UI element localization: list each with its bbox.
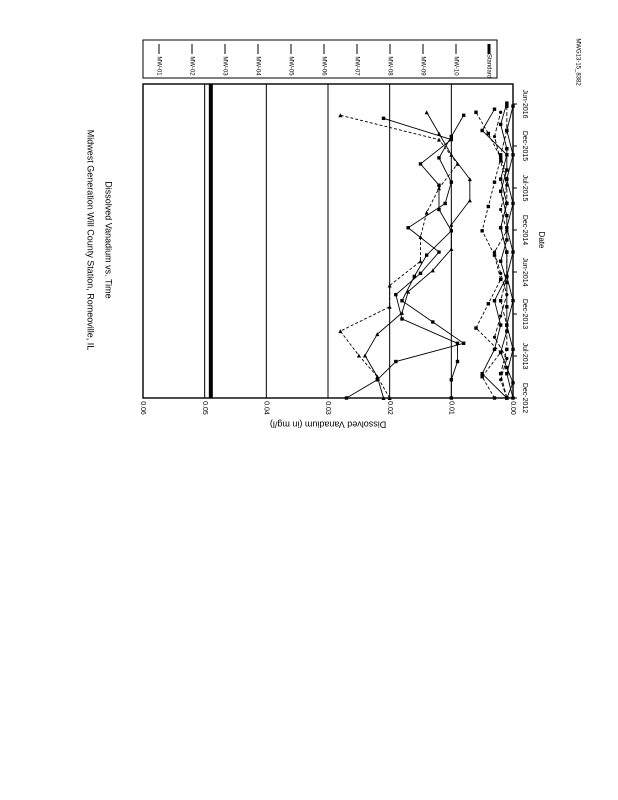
data-point: [363, 353, 367, 357]
data-point: [400, 299, 403, 302]
data-point: [511, 104, 514, 107]
data-point: [480, 129, 483, 132]
data-point: [406, 226, 409, 229]
data-point: [462, 114, 465, 117]
y-tick-label: 0.01: [447, 401, 455, 415]
document-id: [548, 40, 608, 100]
y-tick-label: 0.00: [509, 401, 517, 415]
data-point: [394, 360, 397, 363]
data-point: [450, 135, 453, 138]
x-axis-label: Date: [536, 231, 546, 249]
y-tick-label: 0.03: [324, 401, 332, 415]
y-tick-label: 0.06: [139, 401, 147, 415]
data-point: [437, 250, 440, 253]
data-point: [493, 180, 496, 183]
data-point: [419, 162, 422, 165]
data-point: [499, 208, 502, 211]
data-point: [480, 229, 483, 232]
data-point: [505, 293, 508, 296]
data-point: [499, 177, 502, 180]
data-point: [511, 381, 514, 384]
data-point: [499, 260, 502, 263]
data-point: [511, 250, 514, 253]
data-point: [505, 238, 508, 241]
data-point: [499, 111, 502, 114]
y-tick-label: 0.02: [385, 401, 393, 415]
data-point: [505, 202, 508, 205]
data-point: [437, 132, 441, 136]
document-id-text: MWG13-15_8382: [574, 38, 581, 86]
data-point: [487, 302, 490, 305]
data-point: [499, 323, 502, 326]
data-point: [462, 342, 465, 345]
data-point: [431, 320, 434, 323]
chart-subtitle: Dissolved Vanadium vs. Time: [103, 181, 114, 299]
data-point: [499, 190, 502, 193]
y-axis-label: Dissolved Vanadium (in mg/l): [269, 419, 387, 430]
data-point: [505, 168, 508, 171]
data-point: [499, 159, 502, 162]
data-point: [499, 272, 502, 275]
data-point: [480, 375, 483, 378]
data-point: [468, 198, 472, 202]
data-point: [505, 323, 508, 326]
data-point: [505, 250, 508, 253]
data-point: [388, 305, 392, 309]
data-point: [499, 378, 502, 381]
legend-entry-label: MW-01: [155, 56, 162, 76]
data-point: [511, 348, 514, 351]
data-point: [493, 250, 496, 253]
data-point: [505, 147, 508, 150]
data-point: [511, 396, 514, 399]
data-point: [419, 272, 422, 275]
data-point: [511, 153, 514, 156]
data-point: [493, 108, 496, 111]
data-point: [505, 275, 508, 278]
data-point: [450, 180, 453, 183]
data-point: [357, 353, 361, 357]
x-tick-label: Dec-2013: [521, 298, 529, 330]
x-tick-label: Jul-2013: [521, 342, 529, 370]
data-point: [474, 326, 477, 329]
legend-entry-label: MW-07: [353, 56, 360, 76]
data-point: [505, 372, 508, 375]
data-point: [505, 184, 508, 187]
series-line: [476, 112, 501, 398]
data-point: [437, 156, 440, 159]
data-point: [474, 111, 477, 114]
data-point: [450, 396, 453, 399]
data-point: [499, 123, 502, 126]
data-point: [505, 101, 508, 104]
data-point: [505, 229, 508, 232]
data-point: [487, 205, 490, 208]
x-tick-label: Dec-2014: [521, 214, 529, 246]
legend-entry-label: MW-09: [419, 56, 426, 76]
data-point: [505, 305, 508, 308]
data-point: [505, 396, 508, 399]
legend-box: [143, 40, 497, 78]
data-point: [449, 247, 453, 251]
data-point: [505, 104, 508, 107]
data-point: [511, 202, 514, 205]
data-point: [425, 253, 428, 256]
data-point: [493, 336, 496, 339]
data-point: [425, 211, 429, 215]
legend-entry-label: MW-06: [320, 56, 327, 76]
data-point: [394, 293, 397, 296]
data-point: [425, 110, 429, 114]
data-point: [345, 396, 348, 399]
data-point: [456, 360, 459, 363]
data-point: [505, 357, 508, 360]
data-point: [505, 214, 508, 217]
y-tick-label: 0.05: [200, 401, 208, 415]
data-point: [499, 299, 502, 302]
legend-entry-label: MW-02: [188, 56, 195, 76]
x-tick-label: Jun-2016: [521, 89, 529, 119]
series-line: [365, 112, 470, 398]
data-point: [493, 135, 496, 138]
legend-entry-label: MW-04: [254, 56, 261, 76]
data-point: [493, 299, 496, 302]
data-point: [437, 138, 441, 142]
x-tick-label: Jun-2014: [521, 257, 529, 287]
data-point: [450, 378, 453, 381]
data-point: [493, 348, 496, 351]
data-point: [338, 329, 342, 333]
data-point: [505, 153, 508, 156]
data-point: [456, 342, 459, 345]
y-tick-label: 0.04: [262, 401, 270, 415]
legend-entry-label: MW-05: [287, 56, 294, 76]
chart-title: Midwest Generation Will County Station, Romeoville, IL: [85, 129, 96, 351]
data-point: [382, 117, 385, 120]
data-point: [419, 259, 423, 263]
legend-entry-label: Standard: [485, 53, 492, 79]
data-point: [499, 351, 502, 354]
x-tick-label: Dec-2015: [521, 130, 529, 162]
x-tick-label: Jul-2015: [521, 174, 529, 202]
legend-entry-label: MW-03: [221, 56, 228, 76]
data-point: [493, 396, 496, 399]
data-point: [487, 132, 490, 135]
data-point: [443, 202, 446, 205]
data-point: [499, 314, 502, 317]
data-point: [400, 317, 403, 320]
data-point: [511, 299, 514, 302]
data-point: [505, 348, 508, 351]
data-point: [499, 226, 502, 229]
legend-entry-label: MW-10: [452, 56, 459, 76]
data-point: [505, 129, 508, 132]
x-tick-label: Dec-2012: [521, 382, 529, 414]
legend-entry-label: MW-08: [386, 56, 393, 76]
data-point: [456, 162, 460, 166]
